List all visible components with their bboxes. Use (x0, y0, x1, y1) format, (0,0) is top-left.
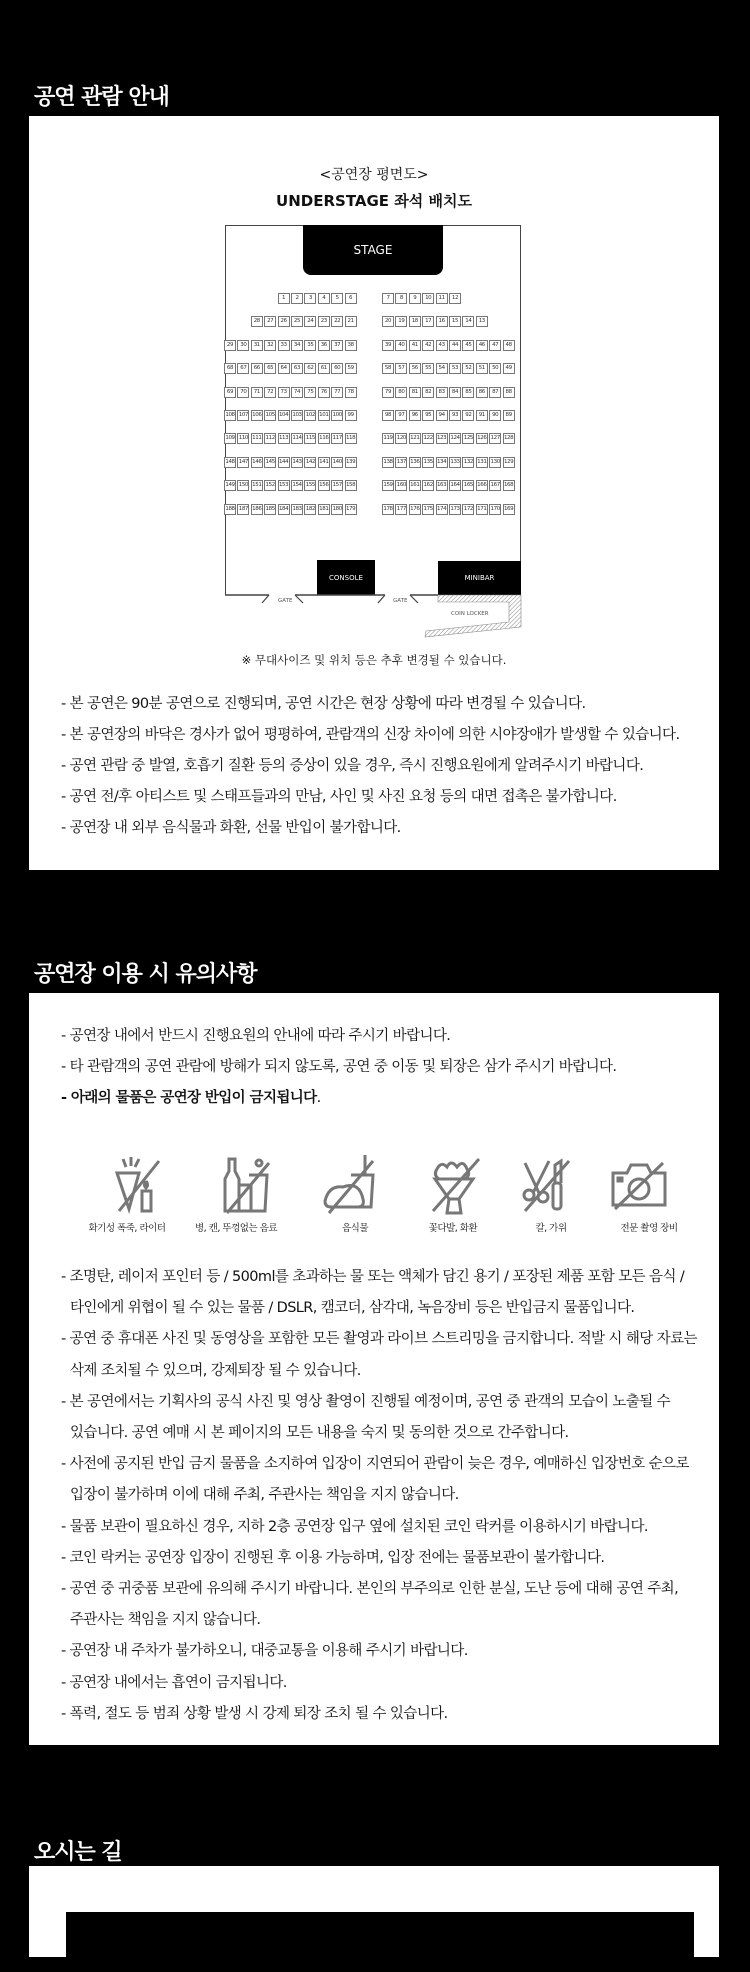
seat: 117 (331, 433, 343, 444)
guide-bullet: - 본 공연은 90분 공연으로 진행되며, 공연 시간은 현장 상황에 따라 변경될 수 있습니다. (61, 696, 586, 712)
seat: 171 (476, 504, 488, 515)
seat: 136 (409, 457, 421, 468)
seat: 154 (291, 480, 303, 491)
seat: 143 (291, 457, 303, 468)
seat: 3 (304, 293, 316, 304)
guide-panel (29, 116, 719, 870)
seat: 146 (251, 457, 263, 468)
seat: 126 (476, 433, 488, 444)
seat: 91 (476, 410, 488, 421)
seat: 182 (304, 504, 316, 515)
stage: STAGE (303, 225, 443, 275)
seat: 133 (449, 457, 461, 468)
seat: 47 (489, 340, 501, 351)
seat: 141 (318, 457, 330, 468)
seat: 113 (278, 433, 290, 444)
seat: 86 (476, 387, 488, 398)
seat: 175 (422, 504, 434, 515)
item-label: 음식물 (341, 1223, 369, 1234)
guide-bullet: - 본 공연장의 바닥은 경사가 없어 평평하여, 관람객의 신장 차이에 의한 시야장애가 발생할 수 있습니다. (61, 727, 680, 743)
map-placeholder (66, 1912, 694, 1972)
seat: 145 (264, 457, 276, 468)
seat: 28 (251, 316, 263, 327)
seat: 129 (503, 457, 515, 468)
seat: 187 (237, 504, 249, 515)
seat: 144 (278, 457, 290, 468)
seat: 85 (462, 387, 474, 398)
caution-detail-line: - 공연 중 휴대폰 사진 및 동영상을 포함한 모든 촬영과 라이브 스트리밍을 금지합니다. 적발 시 해당 자료는 (61, 1331, 697, 1348)
guide-bullet: - 공연 관람 중 발열, 호흡기 질환 등의 증상이 있을 경우, 즉시 진행요원에게 알려주시기 바랍니다. (61, 758, 644, 774)
seat: 179 (345, 504, 357, 515)
seat: 63 (291, 363, 303, 374)
seat: 56 (409, 363, 421, 374)
seat: 76 (318, 387, 330, 398)
item-label: 병, 캔, 뚜껑없는 음료 (194, 1223, 277, 1234)
seat: 88 (503, 387, 515, 398)
caution-detail-line: - 사전에 공지된 반입 금지 물품을 소지하여 입장이 지연되어 관람이 늦은 경우, 예매하신 입장번호 순으로 (61, 1456, 689, 1473)
seat: 149 (224, 480, 236, 491)
seat: 173 (449, 504, 461, 515)
seat: 174 (436, 504, 448, 515)
section-title-caution: 공연장 이용 시 유의사항 (34, 962, 257, 987)
no-fireworks-icon (111, 1155, 171, 1215)
seat: 147 (237, 457, 249, 468)
seat: 17 (422, 316, 434, 327)
caution-detail-line: - 조명탄, 레이저 포인터 등 / 500ml를 초과하는 물 또는 액체가 담긴 용기 / 포장된 제품 포함 모든 음식 / (61, 1269, 685, 1285)
prohibited-heading-text: - 아래의 물품은 공연장 반입이 금지됩니다 (61, 1090, 317, 1106)
seat: 80 (395, 387, 407, 398)
seat: 7 (382, 293, 394, 304)
seat: 106 (251, 410, 263, 421)
seat: 83 (436, 387, 448, 398)
seat: 42 (422, 340, 434, 351)
seat: 137 (395, 457, 407, 468)
seat: 163 (436, 480, 448, 491)
caution-detail-line: - 공연장 내에서는 흡연이 금지됩니다. (61, 1674, 287, 1691)
prohibited-heading-period: . (316, 1090, 321, 1106)
seat: 148 (224, 457, 236, 468)
seat: 75 (304, 387, 316, 398)
caution-detail-line: - 공연 중 귀중품 보관에 유의해 주시기 바랍니다. 본인의 부주의로 인한 분실, 도난 등에 대해 공연 주최, (61, 1581, 679, 1597)
seat: 5 (331, 293, 343, 304)
seat: 123 (436, 433, 448, 444)
seat: 125 (462, 433, 474, 444)
seat: 130 (489, 457, 501, 468)
seat: 134 (436, 457, 448, 468)
seat: 116 (318, 433, 330, 444)
seat: 41 (409, 340, 421, 351)
seat: 71 (251, 387, 263, 398)
seat: 150 (237, 480, 249, 491)
seat: 105 (264, 410, 276, 421)
seat: 131 (476, 457, 488, 468)
seat: 15 (449, 316, 461, 327)
caution-detail-line: 타인에게 위협이 될 수 있는 물품 / DSLR, 캠코더, 삼각대, 녹음장비 등은 반입금지 물품입니다. (70, 1300, 635, 1317)
caution-detail-line: - 폭력, 절도 등 범죄 상황 발생 시 강제 퇴장 조치 될 수 있습니다. (61, 1705, 448, 1722)
seat: 52 (462, 363, 474, 374)
seat: 82 (422, 387, 434, 398)
seat: 29 (224, 340, 236, 351)
seat: 89 (503, 410, 515, 421)
seat: 49 (503, 363, 515, 374)
guide-bullet: - 공연 전/후 아티스트 및 스태프들과의 만남, 사인 및 사진 요청 등의 대면 접촉은 불가합니다. (61, 789, 617, 805)
seat: 87 (489, 387, 501, 398)
seat: 9 (409, 293, 421, 304)
seat: 33 (278, 340, 290, 351)
seat: 135 (422, 457, 434, 468)
seat: 55 (422, 363, 434, 374)
seat: 48 (503, 340, 515, 351)
caution-detail-line: 주관사는 책임을 지지 않습니다. (70, 1612, 261, 1629)
item-label: 전문 촬영 장비 (620, 1223, 678, 1234)
section-title-guide: 공연 관람 안내 (34, 85, 169, 110)
seat: 157 (331, 480, 343, 491)
seat: 81 (409, 387, 421, 398)
minibar: MINIBAR (438, 561, 521, 595)
seat: 165 (462, 480, 474, 491)
seat: 160 (395, 480, 407, 491)
seat: 84 (449, 387, 461, 398)
gate-label-left: GATE (278, 598, 293, 604)
seat: 20 (382, 316, 394, 327)
gates-and-locker (225, 594, 525, 644)
seat: 66 (251, 363, 263, 374)
seat: 30 (237, 340, 249, 351)
seat: 110 (237, 433, 249, 444)
directions-panel (29, 1866, 719, 1957)
section-title-directions: 오시는 길 (34, 1840, 122, 1865)
seat: 162 (422, 480, 434, 491)
seat: 115 (304, 433, 316, 444)
seat: 169 (503, 504, 515, 515)
seat: 152 (264, 480, 276, 491)
seat: 151 (251, 480, 263, 491)
seat: 26 (278, 316, 290, 327)
seat: 142 (304, 457, 316, 468)
seat: 98 (382, 410, 394, 421)
seat: 6 (345, 293, 357, 304)
seat: 122 (422, 433, 434, 444)
no-food-icon (321, 1155, 381, 1215)
seat: 11 (436, 293, 448, 304)
seat: 72 (264, 387, 276, 398)
seat: 73 (278, 387, 290, 398)
seat: 181 (318, 504, 330, 515)
seat: 114 (291, 433, 303, 444)
seat: 177 (395, 504, 407, 515)
seat: 112 (264, 433, 276, 444)
seat: 2 (291, 293, 303, 304)
seat: 111 (251, 433, 263, 444)
seat: 132 (462, 457, 474, 468)
seat: 67 (237, 363, 249, 374)
caution-detail-line: - 공연장 내 주차가 불가하오니, 대중교통을 이용해 주시기 바랍니다. (61, 1643, 468, 1660)
caution-detail-line: 입장이 불가하며 이에 대해 주최, 주관사는 책임을 지지 않습니다. (70, 1487, 459, 1504)
console: CONSOLE (317, 560, 375, 595)
item-label: 칼, 가위 (535, 1223, 567, 1234)
seat: 107 (237, 410, 249, 421)
seat: 43 (436, 340, 448, 351)
seat: 22 (331, 316, 343, 327)
item-label: 화기성 폭죽, 라이터 (88, 1223, 166, 1234)
seat: 19 (395, 316, 407, 327)
seat: 51 (476, 363, 488, 374)
seat: 58 (382, 363, 394, 374)
seat: 57 (395, 363, 407, 374)
seat: 118 (345, 433, 357, 444)
seat: 10 (422, 293, 434, 304)
seat: 44 (449, 340, 461, 351)
seat: 95 (422, 410, 434, 421)
seat: 50 (489, 363, 501, 374)
seat: 180 (331, 504, 343, 515)
seat: 21 (345, 316, 357, 327)
seat: 54 (436, 363, 448, 374)
seat: 18 (409, 316, 421, 327)
seat: 139 (345, 457, 357, 468)
seat: 138 (382, 457, 394, 468)
seat: 155 (304, 480, 316, 491)
guide-bullet: - 공연장 내 외부 음식물과 화환, 선물 반입이 불가합니다. (61, 820, 401, 836)
prohibited-heading (61, 1086, 321, 1107)
seat: 36 (318, 340, 330, 351)
caution-detail-line: 있습니다. 공연 예매 시 본 페이지의 모든 내용을 숙지 및 동의한 것으로 간주합니다. (70, 1425, 569, 1441)
seat: 140 (331, 457, 343, 468)
seat: 78 (345, 387, 357, 398)
seat: 34 (291, 340, 303, 351)
seat: 156 (318, 480, 330, 491)
seat: 37 (331, 340, 343, 351)
seat: 108 (224, 410, 236, 421)
seat: 166 (476, 480, 488, 491)
seat: 27 (264, 316, 276, 327)
seat: 153 (278, 480, 290, 491)
seat: 69 (224, 387, 236, 398)
seat: 39 (382, 340, 394, 351)
seat: 101 (318, 410, 330, 421)
seat: 12 (449, 293, 461, 304)
seat-map (225, 225, 521, 617)
seat: 128 (503, 433, 515, 444)
seat: 4 (318, 293, 330, 304)
seat: 13 (476, 316, 488, 327)
seat: 167 (489, 480, 501, 491)
seat: 23 (318, 316, 330, 327)
seat: 170 (489, 504, 501, 515)
seat: 79 (382, 387, 394, 398)
seat: 120 (395, 433, 407, 444)
seat: 8 (395, 293, 407, 304)
seat: 103 (291, 410, 303, 421)
no-flowers-icon (427, 1155, 487, 1215)
caution-detail-line: - 물품 보관이 필요하신 경우, 지하 2층 공연장 입구 옆에 설치된 코인 락커를 이용하시기 바랍니다. (61, 1518, 648, 1535)
seat: 127 (489, 433, 501, 444)
seat: 62 (304, 363, 316, 374)
seat: 46 (476, 340, 488, 351)
seat: 14 (462, 316, 474, 327)
seat: 64 (278, 363, 290, 374)
seat: 97 (395, 410, 407, 421)
seat: 77 (331, 387, 343, 398)
seat: 178 (382, 504, 394, 515)
seat: 70 (237, 387, 249, 398)
seat: 53 (449, 363, 461, 374)
seat: 40 (395, 340, 407, 351)
no-camera-icon (609, 1155, 669, 1215)
seat: 60 (331, 363, 343, 374)
seat: 16 (436, 316, 448, 327)
caution-bullet: - 타 관람객의 공연 관람에 방해가 되지 않도록, 공연 중 이동 및 퇴장은 삼가 주시기 바랍니다. (61, 1059, 617, 1075)
seat: 1 (278, 293, 290, 304)
seat: 168 (503, 480, 515, 491)
seat: 183 (291, 504, 303, 515)
coin-locker-label: COIN LOCKER (451, 611, 489, 617)
seat: 65 (264, 363, 276, 374)
seat: 159 (382, 480, 394, 491)
caution-bullet: - 공연장 내에서 반드시 진행요원의 안내에 따라 주시기 바랍니다. (61, 1028, 451, 1044)
seat: 92 (462, 410, 474, 421)
seat: 104 (278, 410, 290, 421)
caution-detail-line: 삭제 조치될 수 있으며, 강제퇴장 될 수 있습니다. (70, 1362, 361, 1379)
seat: 164 (449, 480, 461, 491)
seat: 172 (462, 504, 474, 515)
seat: 25 (291, 316, 303, 327)
seat: 119 (382, 433, 394, 444)
seat: 94 (436, 410, 448, 421)
seat: 31 (251, 340, 263, 351)
seat: 176 (409, 504, 421, 515)
seat: 59 (345, 363, 357, 374)
seat: 186 (251, 504, 263, 515)
caution-detail-line: - 본 공연에서는 기획사의 공식 사진 및 영상 촬영이 진행될 예정이며, 공연 중 관객의 모습이 노출될 수 (61, 1393, 671, 1410)
seat: 32 (264, 340, 276, 351)
seat: 188 (224, 504, 236, 515)
caution-detail-line: - 코인 락커는 공연장 입장이 진행된 후 이용 가능하며, 입장 전에는 물품보관이 불가합니다. (61, 1549, 605, 1566)
seat: 93 (449, 410, 461, 421)
seat: 38 (345, 340, 357, 351)
map-subtitle: UNDERSTAGE 좌석 배치도 (276, 192, 472, 210)
map-note: ※ 무대사이즈 및 위치 등은 추후 변경될 수 있습니다. (241, 653, 507, 667)
seat: 185 (264, 504, 276, 515)
seat: 184 (278, 504, 290, 515)
seat: 102 (304, 410, 316, 421)
seat: 61 (318, 363, 330, 374)
seat: 90 (489, 410, 501, 421)
seat: 100 (331, 410, 343, 421)
seat: 96 (409, 410, 421, 421)
seat: 158 (345, 480, 357, 491)
item-label: 꽃다발, 화환 (428, 1223, 478, 1234)
gate-label-right: GATE (393, 598, 408, 604)
seat: 124 (449, 433, 461, 444)
no-drinks-icon (219, 1155, 279, 1215)
map-title: <공연장 평면도> (319, 167, 429, 183)
seat: 74 (291, 387, 303, 398)
seat: 161 (409, 480, 421, 491)
seat: 109 (224, 433, 236, 444)
no-knife-icon (519, 1155, 579, 1215)
seat: 68 (224, 363, 236, 374)
seat: 35 (304, 340, 316, 351)
seat: 121 (409, 433, 421, 444)
seat: 24 (304, 316, 316, 327)
seat: 99 (345, 410, 357, 421)
seat: 45 (462, 340, 474, 351)
